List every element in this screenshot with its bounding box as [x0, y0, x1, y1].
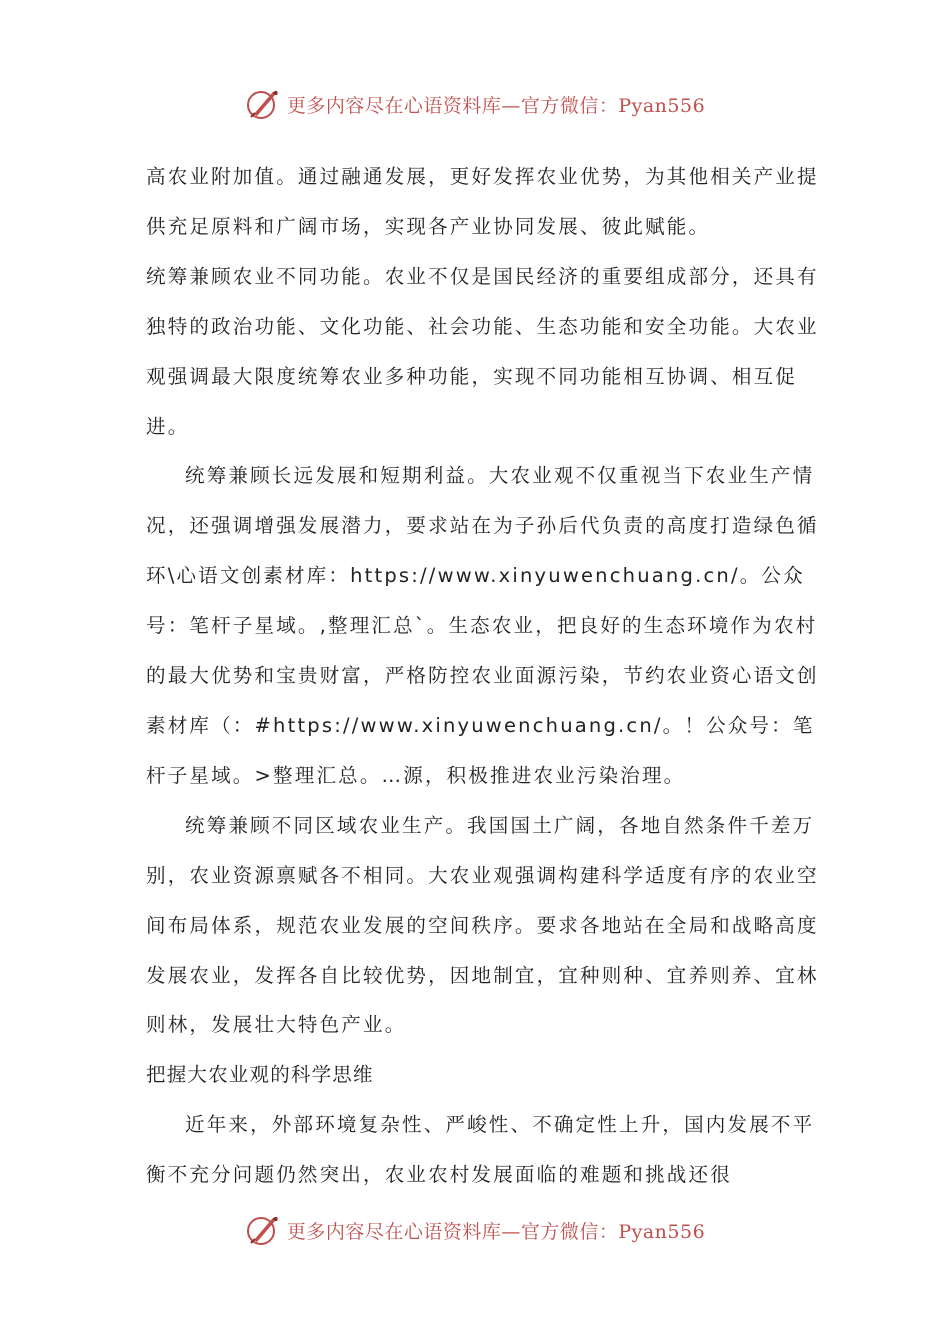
- paragraph-regions: 统筹兼顾不同区域农业生产。我国国土广阔，各地自然条件千差万别，农业资源禀赋各不相同。大农业观强调构建科学适度有序的农业空间布局体系，规范农业发展的空间秩序。要求各地站在全局和战略高度发展农业，发挥各自比较优势，因地制宜，宜种则种、宜养则养、宜林则林，发展壮大特色产业。: [146, 813, 819, 1037]
- paragraph-recent-years: 近年来，外部环境复杂性、严峻性、不确定性上升，国内发展不平衡不充分问题仍然突出，农业农村发展面临的难题和挑战还很: [146, 1113, 815, 1187]
- header-watermark-banner: [0, 84, 950, 124]
- document-body: [146, 152, 826, 1200]
- section-heading: 把握大农业观的科学思维: [146, 1063, 374, 1087]
- footer-watermark-banner: [0, 1210, 950, 1250]
- paragraph-functions: 统筹兼顾农业不同功能。农业不仅是国民经济的重要组成部分，还具有独特的政治功能、文化功能、社会功能、生态功能和安全功能。大农业观强调最大限度统筹农业多种功能，实现不同功能相互协调、相互促进。: [146, 264, 819, 438]
- paragraph-continuation: 高农业附加值。通过融通发展，更好发挥农业优势，为其他相关产业提供充足原料和广阔市场，实现各产业协同发展、彼此赋能。: [146, 165, 819, 238]
- footer-watermark-text: 更多内容尽在心语资料库—官方微信：Pyan556: [286, 1220, 706, 1243]
- header-watermark-text: 更多内容尽在心语资料库—官方微信：Pyan556: [286, 94, 706, 117]
- quill-pen-logo-icon: [245, 1212, 281, 1248]
- paragraph-long-term: 统筹兼顾长远发展和短期利益。大农业观不仅重视当下农业生产情况，还强调增强发展潜力，要求站在为子孙后代负责的高度打造绿色循环\心语文创素材库：https://www.xinyuwenchuang.cn/。公众号：笔杆子星域。,整理汇总`。生态农业，把良好的生态环境作为农村的最大优势和宝贵财富，严格防控农业面源污染，节约农业资心语文创素材库（：#https://www.xinyuwenchuang.cn/。！公众号：笔杆子星域。>整理汇总。…源，积极推进农业污染治理。: [146, 464, 819, 787]
- quill-pen-logo-icon: [245, 86, 281, 122]
